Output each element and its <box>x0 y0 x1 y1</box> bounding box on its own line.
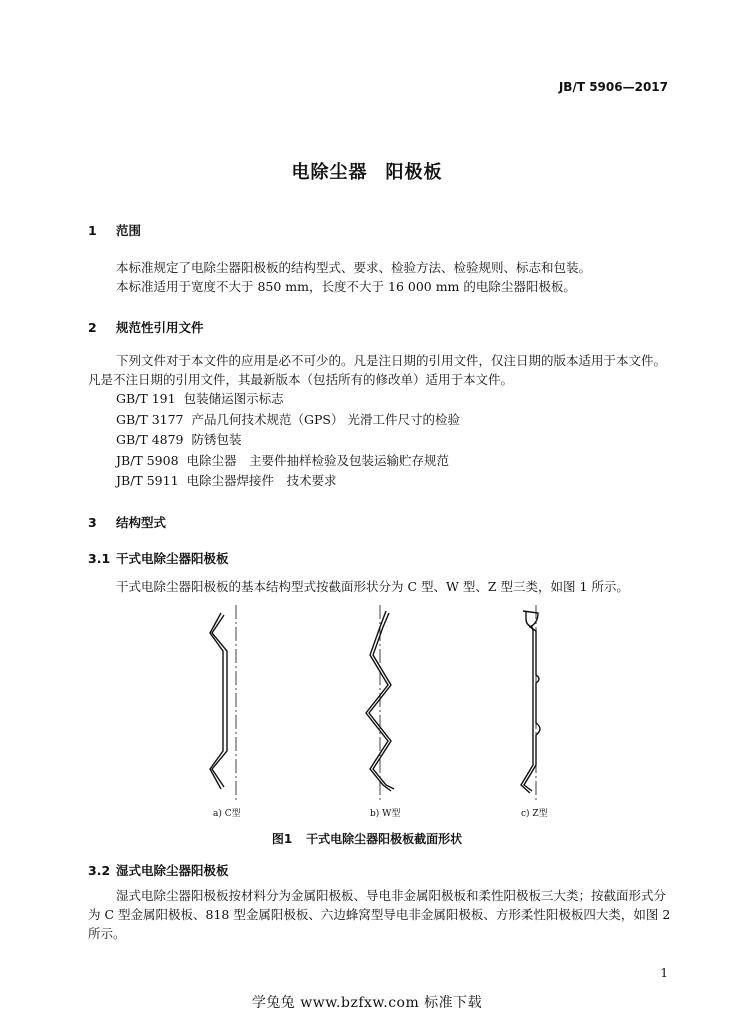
figure-label-w: b) W型 <box>370 809 401 819</box>
c-type-profile <box>210 605 236 801</box>
section-3-1-body: 干式电除尘器阳极板的基本结构型式按截面形状分为 C 型、W 型、Z 型三类，如图 1 所示。 <box>116 579 629 594</box>
document-title <box>0 158 734 184</box>
figure-label-c: a) C型 <box>213 809 241 819</box>
section-3-1-heading: 3.1 干式电除尘器阳极板 <box>88 551 229 566</box>
standard-code: JB/T 5906—2017 <box>558 80 668 94</box>
reference-item: GB/T 191 包装储运图示标志 <box>116 391 284 406</box>
section-1-para-1: 本标准规定了电除尘器阳极板的结构型式、要求、检验方法、检验规则、标志和包装。 <box>116 260 592 275</box>
title-part-2: 阳极板 <box>385 162 443 183</box>
reference-item: GB/T 3177 产品几何技术规范（GPS） 光滑工件尺寸的检验 <box>116 411 460 427</box>
reference-item: JB/T 5908 电除尘器 主要件抽样检验及包装运输贮存规范 <box>116 452 450 468</box>
section-1-body <box>88 258 672 296</box>
w-type-profile <box>366 605 394 801</box>
section-3-heading: 3 结构型式 <box>88 515 167 530</box>
reference-item: JB/T 5911 电除尘器焊接件 技术要求 <box>116 473 337 488</box>
title-part-1: 电除尘器 <box>291 162 368 183</box>
page-number: 1 <box>660 966 668 980</box>
section-3-2-body: 湿式电除尘器阳极板按材料分为金属阳极板、导电非金属阳极板和柔性阳极板三大类；按截面形式分为 C 型金属阳极板、818 型金属阳极板、六边蜂窝型导电非金属阳极板、方形柔性阳极板四大类，如图 2 所示。 <box>88 888 671 941</box>
figure-1-cross-sections <box>180 605 580 825</box>
footer-watermark: 学兔兔 www.bzfxw.com 标准下载 <box>251 995 483 1011</box>
z-type-profile <box>521 605 540 801</box>
section-2-intro: 下列文件对于本文件的应用是必不可少的。凡是注日期的引用文件，仅注日期的版本适用于本文件。凡是不注日期的引用文件，其最新版本（包括所有的修改单）适用于本文件。 <box>88 353 667 387</box>
section-1-heading: 1 范围 <box>88 223 142 238</box>
normative-reference-list <box>116 389 460 492</box>
section-2-heading: 2 规范性引用文件 <box>88 320 204 335</box>
figure-1-caption: 图1 干式电除尘器阳极板截面形状 <box>271 832 463 846</box>
reference-item: GB/T 4879 防锈包装 <box>116 432 242 447</box>
section-3-2-heading: 3.2 湿式电除尘器阳极板 <box>88 863 229 878</box>
figure-label-z: c) Z型 <box>521 809 548 819</box>
section-1-para-2: 本标准适用于宽度不大于 850 mm，长度不大于 16 000 mm 的电除尘器阳极板。 <box>116 279 576 294</box>
